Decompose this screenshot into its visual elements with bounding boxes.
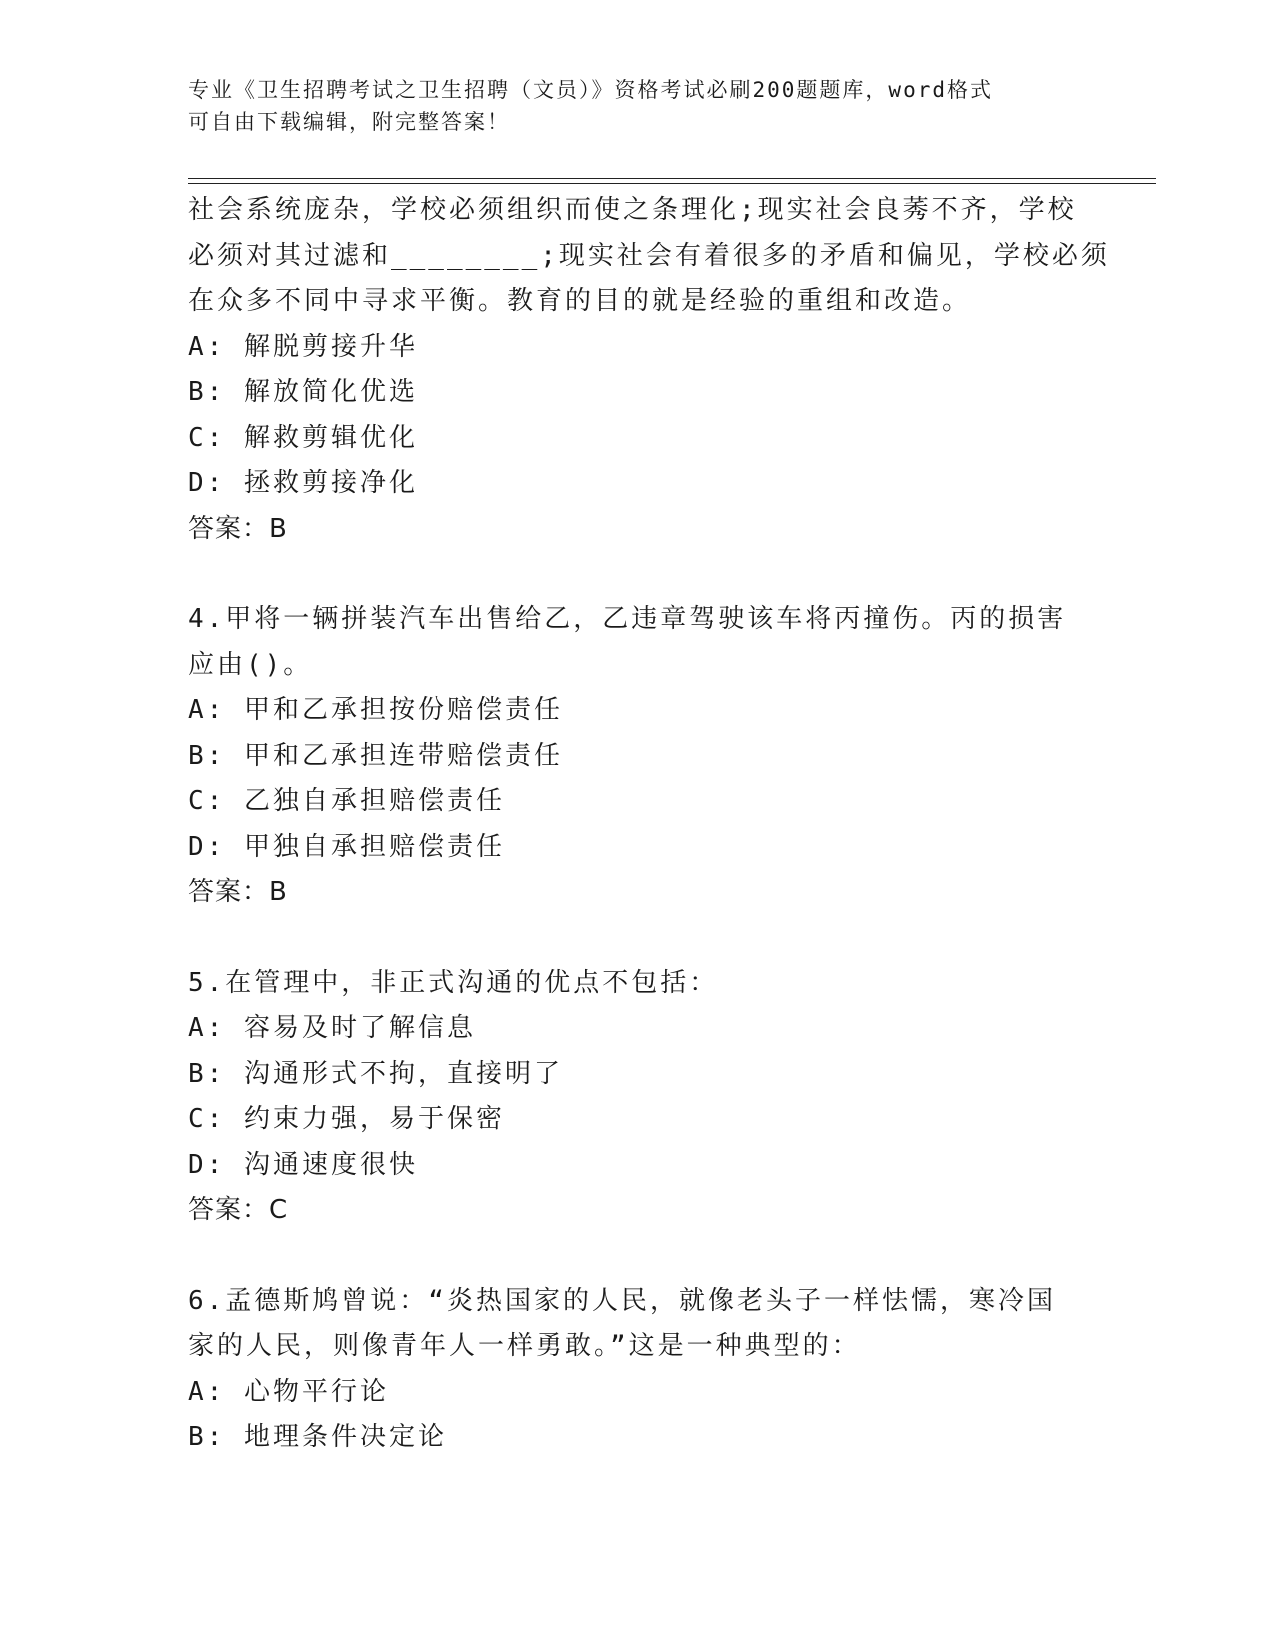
header-line-1: 专业《卫生招聘考试之卫生招聘（文员）》资格考试必刷200题题库，word格式 [188, 78, 993, 102]
option-b: B: 甲和乙承担连带赔偿责任 [188, 740, 563, 771]
answer-line: 答案：B [188, 877, 288, 907]
header-line-2: 可自由下载编辑，附完整答案！ [188, 110, 510, 134]
header-rule-bottom [188, 183, 1156, 184]
option-b: B: 解放简化优选 [188, 377, 418, 407]
option-d: D: 沟通速度很快 [188, 1149, 418, 1180]
option-c: C: 乙独自承担赔偿责任 [188, 786, 505, 816]
question-stem-line: 5.在管理中，非正式沟通的优点不包括： [188, 967, 719, 998]
question-stem-line: 社会系统庞杂，学校必须组织而使之条理化;现实社会良莠不齐，学校 [188, 195, 1077, 225]
answer-line: 答案：B [188, 513, 288, 544]
question-stem-line: 在众多不同中寻求平衡。教育的目的就是经验的重组和改造。 [188, 286, 972, 316]
document-header [188, 74, 1088, 138]
answer-line: 答案：C [188, 1195, 289, 1225]
question-stem-line: 6.孟德斯鸠曾说：“炎热国家的人民，就像老头子一样怯懦，寒冷国 [188, 1285, 1056, 1316]
option-c: C: 解救剪辑优化 [188, 422, 418, 453]
question-block [188, 597, 1088, 916]
option-b: B: 沟通形式不拘，直接明了 [188, 1058, 563, 1089]
option-d: D: 甲独自承担赔偿责任 [188, 831, 505, 862]
question-list [188, 188, 1110, 1461]
header-rule-top [188, 178, 1156, 179]
option-d: D: 拯救剪接净化 [188, 468, 418, 498]
question-stem-line: 必须对其过滤和________;现实社会有着很多的矛盾和偏见，学校必须 [188, 240, 1110, 271]
question-block [188, 961, 1088, 1234]
question-stem-line: 4.甲将一辆拼装汽车出售给乙，乙违章驾驶该车将丙撞伤。丙的损害 [188, 604, 1067, 634]
option-a: A: 解脱剪接升华 [188, 331, 418, 362]
option-a: A: 心物平行论 [188, 1376, 389, 1407]
option-a: A: 容易及时了解信息 [188, 1013, 476, 1043]
option-c: C: 约束力强，易于保密 [188, 1104, 505, 1134]
question-block [188, 188, 1110, 552]
option-a: A: 甲和乙承担按份赔偿责任 [188, 695, 563, 725]
question-stem-line: 应由()。 [188, 649, 313, 680]
question-stem-line: 家的人民，则像青年人一样勇敢。”这是一种典型的： [188, 1331, 861, 1361]
question-block [188, 1279, 1088, 1461]
option-b: B: 地理条件决定论 [188, 1422, 447, 1452]
